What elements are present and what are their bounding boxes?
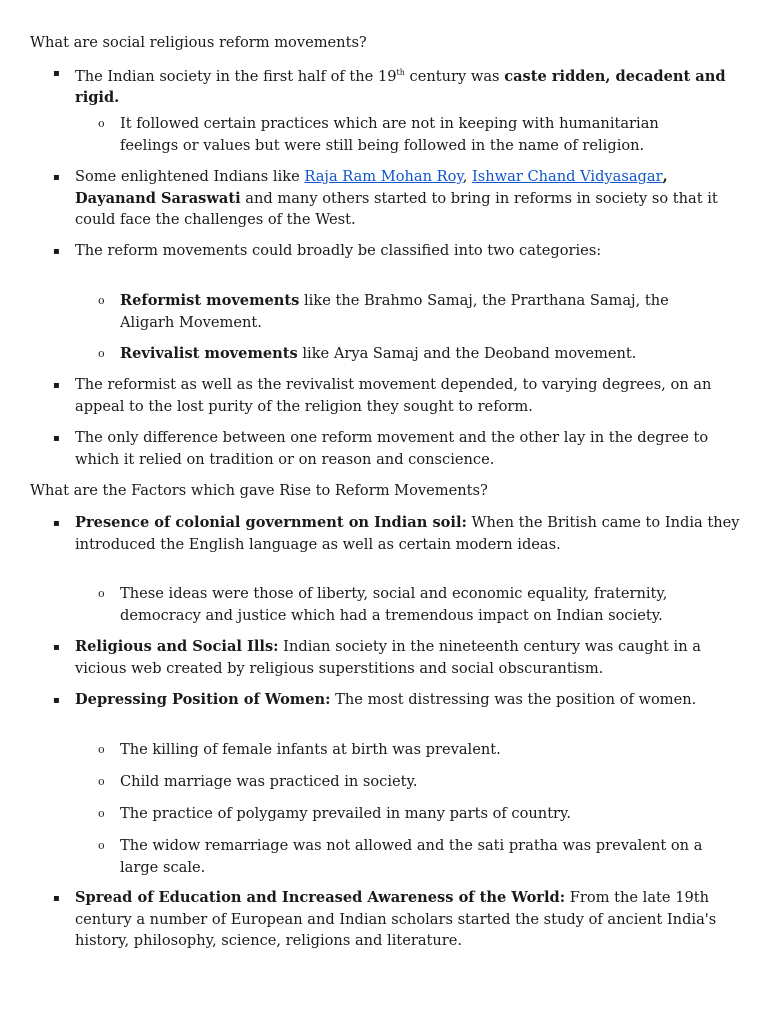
sub-list-item-text: The widow remarriage was not allowed and the sati pratha was prevalent on a large scale. (120, 837, 703, 876)
section-heading-1: What are social religious reform movements? (30, 34, 367, 51)
list-item (0, 374, 768, 417)
bullet-marker: ▪ (53, 518, 60, 529)
link-raja-ram-mohan-roy[interactable]: Raja Ram Mohan Roy (304, 168, 463, 185)
circle-marker: o (98, 807, 105, 820)
sub-list-item (0, 343, 768, 365)
list-item (0, 887, 768, 952)
bullet-marker: ▪ (53, 433, 60, 444)
bullet-marker: ▪ (53, 642, 60, 653)
list-item (0, 166, 768, 231)
list-item-text: Spread of Education and Increased Awareness of the World: From the late 19th century a number of European and Indian scholars started the study of ancient India's history, philosophy, science, religions and literature. (75, 889, 717, 949)
sub-list-item-text: These ideas were those of liberty, social and economic equality, fraternity, democracy and justice which had a tremendous impact on Indian society. (120, 585, 668, 624)
list-item-text: The reformist as well as the revivalist movement depended, to varying degrees, on an appeal to the lost purity of the religion they sought to reform. (75, 376, 712, 415)
bullet-marker: ▪ (53, 893, 60, 904)
bullet-marker: ▪ (53, 246, 60, 257)
list-item (0, 636, 768, 679)
sub-list-item-text: It followed certain practices which are not in keeping with humanitarian feelings or values but were still being followed in the name of religion. (120, 115, 659, 154)
circle-marker: o (98, 587, 105, 600)
bullet-marker: ▪ (53, 695, 60, 706)
sub-list-item-text: The practice of polygamy prevailed in many parts of country. (120, 805, 571, 822)
list-item-text: Religious and Social Ills: Indian society in the nineteenth century was caught in a vicious web created by religious superstitions and social obscurantism. (75, 638, 701, 677)
sub-list-item (0, 583, 768, 626)
circle-marker: o (98, 839, 105, 852)
list-item (0, 62, 768, 109)
circle-marker: o (98, 743, 105, 756)
list-item (0, 240, 768, 262)
sub-list-item-text: Revivalist movements like Arya Samaj and the Deoband movement. (120, 345, 637, 362)
circle-marker: o (98, 294, 105, 307)
sub-list-item (0, 835, 768, 878)
sub-list-item-text: Reformist movements like the Brahmo Samaj, the Prarthana Samaj, the Aligarh Movement. (120, 292, 669, 331)
bullet-marker: ▪ (53, 172, 60, 183)
section-heading-2: What are the Factors which gave Rise to Reform Movements? (30, 482, 488, 499)
list-item-text: The Indian society in the first half of the 19th century was caste ridden, decadent and rigid. (75, 67, 726, 107)
sub-list-item-text: Child marriage was practiced in society. (120, 773, 418, 790)
circle-marker: o (98, 347, 105, 360)
list-item (0, 512, 768, 555)
circle-marker: o (98, 117, 105, 130)
list-item (0, 689, 768, 711)
sub-list-item (0, 290, 768, 333)
link-ishwar-chand-vidyasagar[interactable]: Ishwar Chand Vidyasagar (472, 168, 663, 185)
sub-list-item (0, 803, 768, 825)
list-item (0, 427, 768, 470)
list-item-text: Presence of colonial government on Indian soil: When the British came to India they introduced the English language as well as certain modern ideas. (75, 514, 740, 553)
list-item-text: The reform movements could broadly be classified into two categories: (75, 242, 602, 259)
sub-list-item (0, 771, 768, 793)
sub-list-item (0, 739, 768, 761)
sub-list-item (0, 113, 768, 156)
list-item-text: Depressing Position of Women: The most distressing was the position of women. (75, 691, 697, 708)
list-item-text: The only difference between one reform movement and the other lay in the degree to which it relied on tradition or on reason and conscience. (75, 429, 709, 468)
circle-marker: o (98, 775, 105, 788)
sub-list-item-text: The killing of female infants at birth was prevalent. (120, 741, 501, 758)
bullet-marker: ▪ (53, 68, 60, 79)
bullet-marker: ▪ (53, 380, 60, 391)
list-item-text: Some enlightened Indians like Raja Ram Mohan Roy, Ishwar Chand Vidyasagar, Dayanand Saraswati and many others started to bring in reforms in society so that it could face the challenges of the West. (75, 168, 718, 228)
